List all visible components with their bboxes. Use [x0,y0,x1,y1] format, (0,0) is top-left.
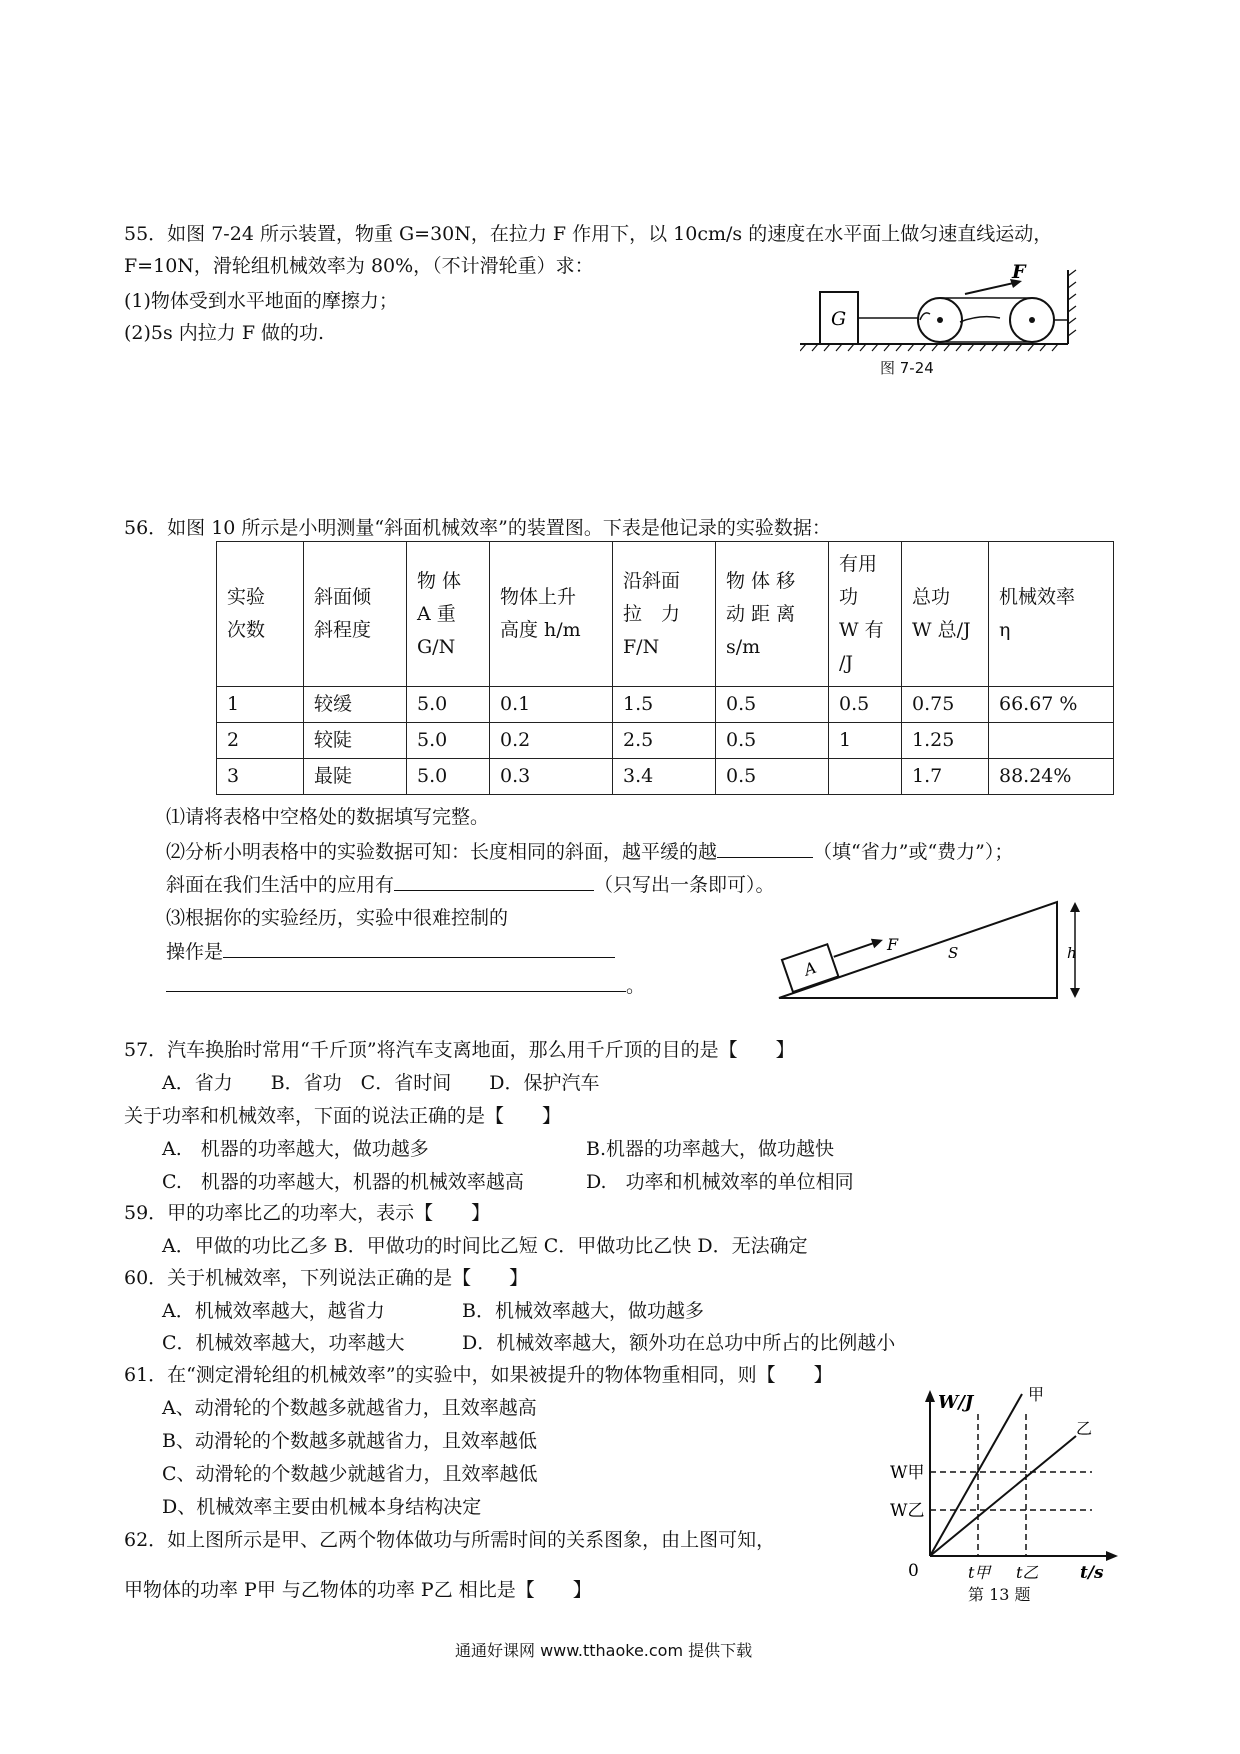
table-cell: 1.25 [902,723,989,759]
q60-opt-c: C．机械效率越大，功率越大 [162,1332,405,1354]
q55-item2: (2)5s 内拉力 F 做的功. [124,322,325,344]
pulley-figure [800,262,1090,352]
q60-stem: 60．关于机械效率，下列说法正确的是【 】 [124,1267,529,1289]
table-header-cell [989,542,1114,687]
table-header-text: 动 距 离 [726,602,796,625]
q58-opt-a: A. 机器的功率越大，做功越多 [162,1138,429,1160]
table-cell: 1.7 [902,759,989,795]
table-header-cell [902,542,989,687]
q56-blank-operation[interactable] [223,939,615,958]
q61-opt-a: A、动滑轮的个数越多就越省力，且效率越高 [162,1397,537,1419]
table-header-text: F/N [623,635,660,658]
q56-sub3-line2 [166,973,645,998]
table-cell: 3.4 [613,759,716,795]
incline-h-label: h [1067,944,1077,962]
table-cell: 3 [217,759,304,795]
table-header-text: 高度 h/m [500,619,581,641]
table-header-text: 沿斜面 [623,569,681,592]
q60-opt-b: B．机械效率越大，做功越多 [462,1300,704,1322]
q58-opt-c: C. 机器的功率越大，机器的机械效率越高 [162,1171,524,1193]
q56-sub3-a: ⑶根据你的实验经历，实验中很难控制的 [166,907,509,929]
experiment-table [216,541,1114,795]
table-cell: 2.5 [613,723,716,759]
table-cell: 0.75 [902,687,989,723]
q56-blank-effort[interactable] [717,839,813,858]
table-header-text: 次数 [227,619,266,641]
table-cell: 0.5 [716,759,829,795]
table-header-text: 功 [839,586,859,608]
q56-sub3-b: 操作是 [166,941,224,963]
table-cell: 0.3 [490,759,613,795]
table-header-text: 总功 [912,586,951,608]
q55-line1: 55．如图 7-24 所示装置，物重 G=30N，在拉力 F 作用下，以 10cm/s 的速度在水平面上做匀速直线运动， [124,223,1053,245]
table-cell: 1 [217,687,304,723]
q56-sub2-b: （填“省力”或“费力”）； [813,841,1014,863]
table-cell: 最陡 [304,759,407,795]
q61-stem: 61．在“测定滑轮组的机械效率”的实验中，如果被提升的物体物重相同，则【 】 [124,1364,833,1386]
q57-options: A．省力 B．省功 C．省时间 D．保护汽车 [162,1072,600,1094]
q57-stem: 57．汽车换胎时常用“千斤顶”将汽车支离地面，那么用千斤顶的目的是【 】 [124,1039,795,1061]
incline-s-label: S [948,944,959,962]
table-header-text: W 总/J [912,619,971,641]
q60-opt-d: D．机械效率越大，额外功在总功中所占的比例越小 [462,1332,896,1354]
table-cell: 5.0 [407,723,490,759]
table-header-text: 有用 [839,553,878,575]
table-row [217,759,1114,795]
table-header-text: 实验 [227,586,266,608]
table-blank-cell[interactable] [829,759,902,795]
block-g-label: G [831,308,847,330]
table-cell: 2 [217,723,304,759]
table-header-cell [716,542,829,687]
table-cell: 88.24% [989,759,1114,795]
table-header-text: /J [839,652,854,674]
table-cell: 5.0 [407,687,490,723]
table-header-row [217,542,1114,687]
graph-line-yi-label: 乙 [1076,1419,1093,1438]
q58-opt-b: B.机器的功率越大，做功越快 [586,1138,835,1160]
table-cell: 较陡 [304,723,407,759]
q58-stem: 关于功率和机械效率，下面的说法正确的是【 】 [124,1105,562,1127]
table-blank-cell[interactable] [989,723,1114,759]
table-cell: 66.67 % [989,687,1114,723]
q58-opt-d: D. 功率和机械效率的单位相同 [586,1171,854,1193]
q56-blank-operation-2[interactable] [166,973,626,992]
graph-caption: 第 13 题 [968,1585,1031,1604]
table-header-text: A 重 [417,602,456,625]
force-f-label: F [1012,262,1026,283]
q55-item1: (1)物体受到水平地面的摩擦力； [124,290,398,312]
table-cell: 0.5 [829,687,902,723]
graph-origin-label: 0 [908,1561,919,1581]
table-cell: 0.5 [716,723,829,759]
table-header-text: 拉 力 [623,602,681,625]
graph-y-axis-label: W/J [938,1392,974,1413]
table-header-text: η [999,619,1011,641]
table-header-cell [407,542,490,687]
q56-sub2-c: 斜面在我们生活中的应用有 [166,874,395,896]
table-cell: 0.2 [490,723,613,759]
figure-7-24-caption: 图 7-24 [880,359,934,377]
q62-line2: 甲物体的功率 P甲 与乙物体的功率 P乙 相比是【 】 [124,1579,592,1601]
q56-sub2-line2 [166,872,775,897]
page-footer: 通通好课网 www.tthaoke.com 提供下载 [455,1641,753,1660]
table-cell: 1 [829,723,902,759]
table-header-cell [490,542,613,687]
table-header-text: W 有 [839,619,884,641]
table-cell: 5.0 [407,759,490,795]
q56-sub1: ⑴请将表格中空格处的数据填写完整。 [166,806,490,828]
table-header-text: s/m [726,635,761,658]
table-row [217,723,1114,759]
table-header-cell [217,542,304,687]
table-header-text: 机械效率 [999,586,1076,608]
q61-opt-d: D、机械效率主要由机械本身结构决定 [162,1496,482,1518]
graph-t-jia-label: t甲 [968,1563,991,1582]
graph-w-jia-label: W甲 [890,1463,925,1483]
q62-line1: 62．如上图所示是甲、乙两个物体做功与所需时间的关系图象，由上图可知， [124,1529,776,1551]
work-time-graph [880,1386,1130,1586]
table-header-text: 斜面倾 [314,586,372,608]
q60-opt-a: A．机械效率越大，越省力 [162,1300,385,1322]
q56-sub2-d: （只写出一条即可）。 [594,874,775,896]
q56-blank-application[interactable] [394,872,594,891]
table-cell: 0.1 [490,687,613,723]
q59-options: A．甲做的功比乙多 B．甲做功的时间比乙短 C．甲做功比乙快 D．无法确定 [162,1235,808,1257]
q56-sub3-line [166,939,615,964]
q59-stem: 59．甲的功率比乙的功率大，表示【 】 [124,1202,491,1224]
table-header-cell [304,542,407,687]
q56-intro: 56．如图 10 所示是小明测量“斜面机械效率”的装置图。下表是他记录的实验数据： [124,517,831,539]
table-header-cell [829,542,902,687]
table-header-text: 斜程度 [314,619,372,641]
table-cell: 1.5 [613,687,716,723]
incline-block-a-label: A [801,957,819,980]
table-header-text: G/N [417,635,456,658]
incline-figure [775,898,1105,1008]
graph-line-jia-label: 甲 [1028,1386,1045,1404]
table-cell: 较缓 [304,687,407,723]
table-cell: 0.5 [716,687,829,723]
table-header-text: 物 体 [417,569,462,592]
incline-force-label: F [887,935,899,954]
q61-opt-c: C、动滑轮的个数越少就越省力，且效率越低 [162,1463,538,1485]
graph-x-axis-label: t/s [1080,1563,1104,1583]
q56-sub2-line [166,839,1013,864]
q55-line2: F=10N，滑轮组机械效率为 80%，（不计滑轮重）求： [124,255,594,277]
graph-t-yi-label: t乙 [1016,1563,1039,1582]
table-header-cell [613,542,716,687]
q61-opt-b: B、动滑轮的个数越多就越省力，且效率越低 [162,1430,537,1452]
q56-sub2-a: ⑵分析小明表格中的实验数据可知：长度相同的斜面，越平缓的越 [166,841,718,863]
table-header-text: 物 体 移 [726,569,796,592]
q56-sub3-end: 。 [626,975,646,997]
table-header-text: 物体上升 [500,586,577,608]
graph-w-yi-label: W乙 [890,1501,925,1521]
table-row [217,687,1114,723]
